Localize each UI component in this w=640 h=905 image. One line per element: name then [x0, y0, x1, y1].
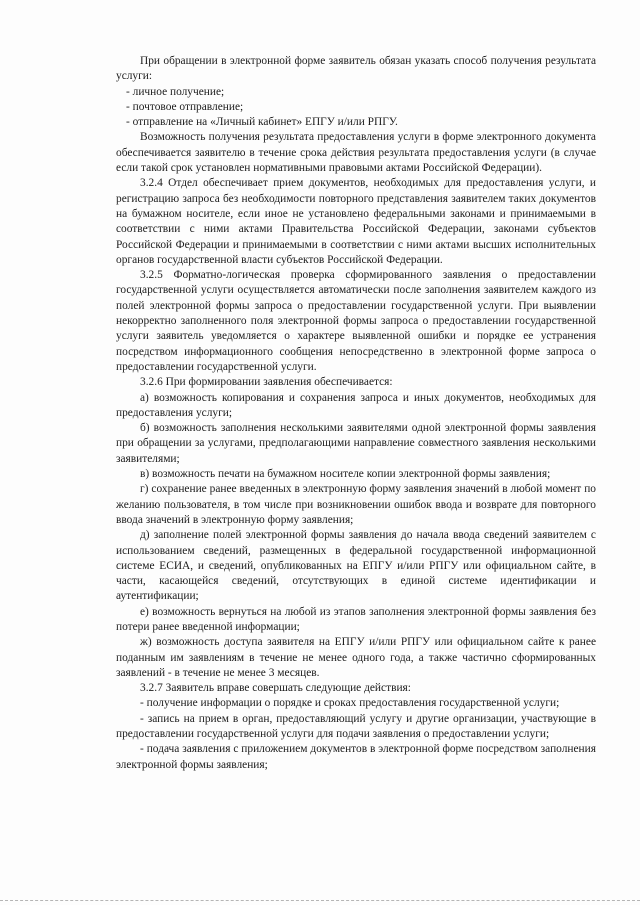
list-item-d: д) заполнение полей электронной формы заявления до начала ввода сведений заявителем с использованием сведений, размещенных в федеральной государственной информационной системе ЕСИА, и сведений, опубликованных на ЕПГУ и/или РПГУ или официальном сайте, в части, касающейся сведений, отсутствующих в единой системе идентификации и аутентификации;: [116, 529, 596, 603]
page-bottom-edge: [0, 900, 640, 901]
list-item-e: е) возможность вернуться на любой из этапов заполнения электронной формы заявления без потери ранее введенной информации;: [116, 605, 596, 633]
list-item: - подача заявления с приложением документов в электронной форме посредством заполнения электронной формы заявления;: [116, 743, 596, 771]
paragraph-3-2-6: 3.2.6 При формировании заявления обеспечивается:: [140, 376, 393, 389]
list-item: - личное получение;: [126, 85, 225, 98]
list-item: - почтовое отправление;: [126, 100, 244, 113]
list-item: - отправление на «Личный кабинет» ЕПГУ и/или РПГУ.: [126, 116, 398, 129]
list-item-g: г) сохранение ранее введенных в электронную форму заявления значений в любой момент по желанию пользователя, в том числе при возникновении ошибок ввода и возврате для повторного ввода значений в электронную форму заявления;: [116, 483, 596, 526]
list-item: - получение информации о порядке и сроках предоставления государственной услуги;: [140, 697, 560, 710]
list-item-zh: ж) возможность доступа заявителя на ЕПГУ и/или РПГУ или официальном сайте к ранее поданным им заявлениям в течение не менее одного года, а также частично сформированных заявлений - в течение не менее 3 месяцев.: [116, 636, 596, 679]
document-body: [116, 54, 596, 773]
list-item-b: б) возможность заполнения несколькими заявителями одной электронной формы заявления при обращении за услугами, предполагающими направление совместного заявления несколькими заявителями;: [116, 422, 596, 465]
list-item-a: а) возможность копирования и сохранения запроса и иных документов, необходимых для предоставления услуги;: [116, 391, 596, 419]
paragraph-3-2-5: 3.2.5 Форматно-логическая проверка сформированного заявления о предоставлении государственной услуги осуществляется автоматически после заполнения заявителем каждого из полей электронной формы запроса о предоставлении государственной услуги. При выявлении некорректно заполненного поля электронной формы запроса о предоставлении государственной услуги заявитель уведомляется о характере выявленной ошибки и порядке ее устранения посредством информационного сообщения непосредственно в электронной форме запроса о предоставлении государственной услуги.: [116, 269, 596, 373]
paragraph-3-2-7: 3.2.7 Заявитель вправе совершать следующие действия:: [140, 682, 411, 695]
paragraph-3-2-4: 3.2.4 Отдел обеспечивает прием документов, необходимых для предоставления услуги, и регистрацию запроса без необходимости повторного представления заявителем таких документов на бумажном носителе, если иное не установлено федеральными законами и принимаемыми в соответствии с ними актами Правительства Российской Федерации, законами субъектов Российской Федерации и принимаемыми в соответствии с ними актами высших исполнительных органов государственной власти субъектов Российской Федерации.: [116, 177, 596, 266]
paragraph: Возможность получения результата предоставления услуги в форме электронного документа обеспечивается заявителю в течение срока действия результата предоставления услуги (в случае если такой срок установлен нормативными правовыми актами Российской Федерации).: [116, 131, 596, 175]
list-item-v: в) возможность печати на бумажном носителе копии электронной формы заявления;: [140, 468, 551, 481]
list-item: - запись на прием в орган, предоставляющий услугу и другие организации, участвующие в предоставлении государственной услуги для подачи заявления о предоставлении услуги;: [116, 712, 596, 741]
paragraph: При обращении в электронной форме заявитель обязан указать способ получения результата услуги:: [116, 55, 596, 83]
